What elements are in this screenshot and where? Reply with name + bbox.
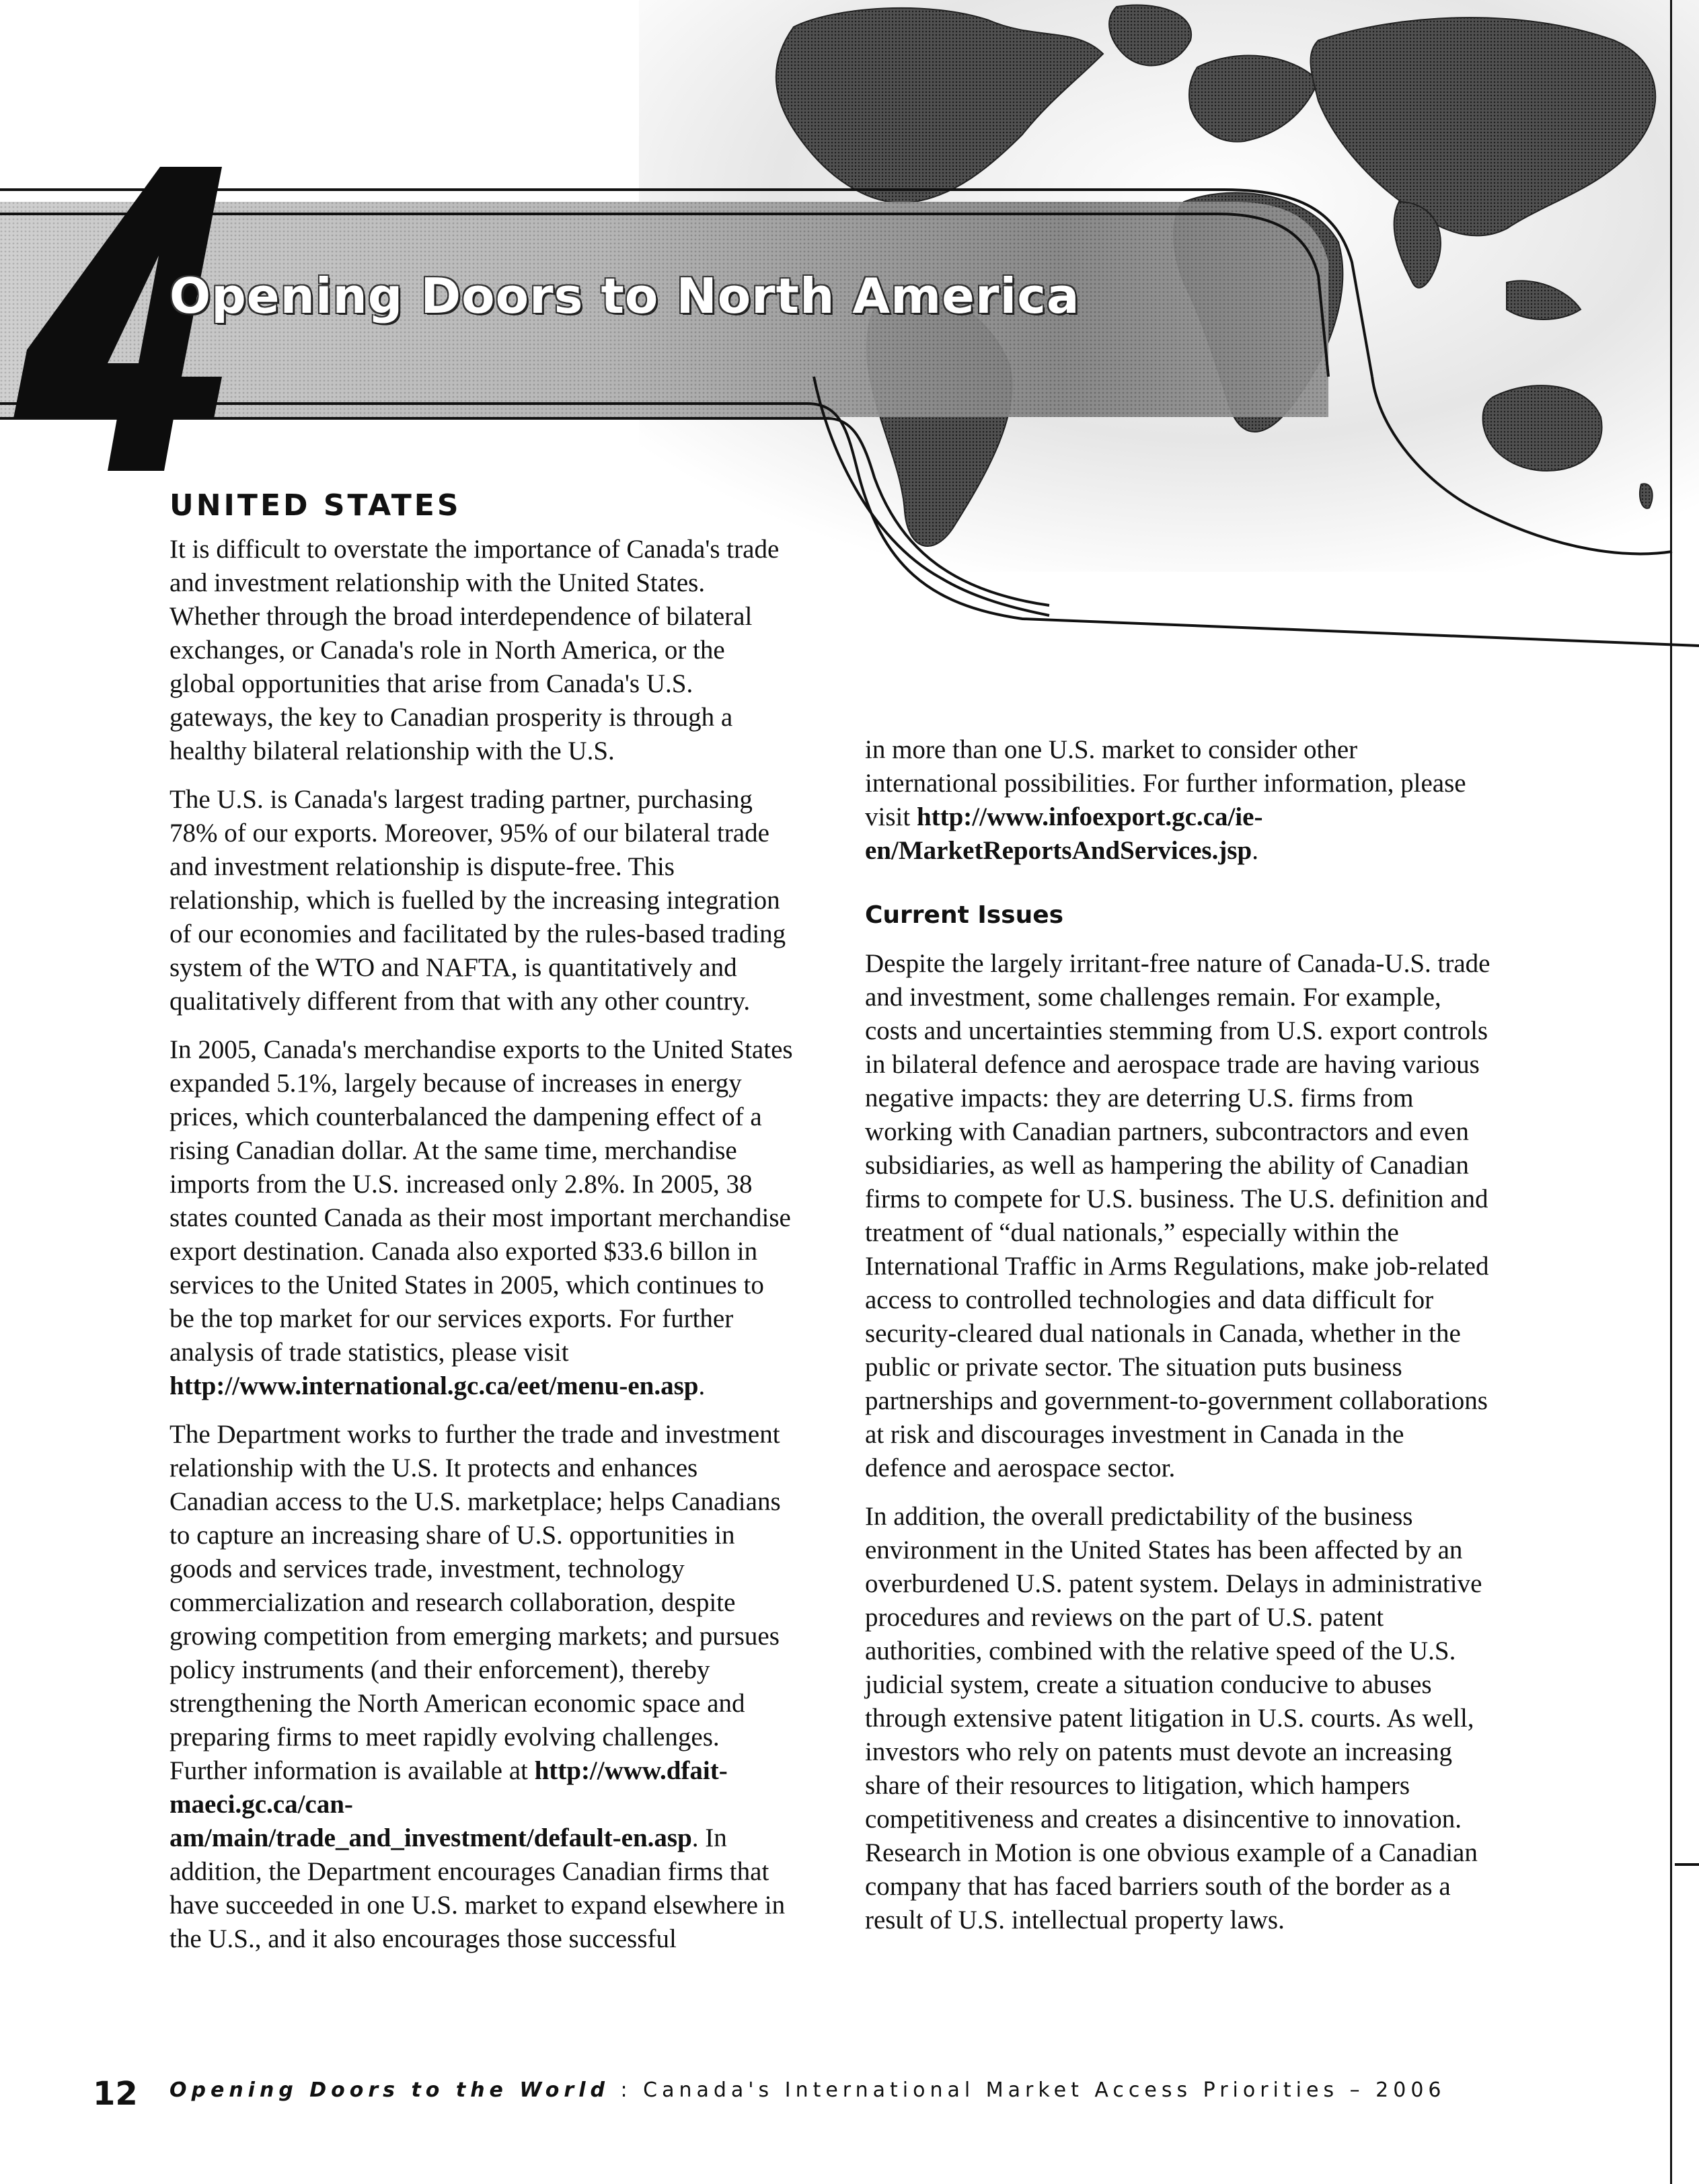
- web-link[interactable]: http://www.infoexport.gc.ca/ie-en/MarketReportsAndServices.jsp: [865, 802, 1263, 865]
- page-edge-rule: [1670, 0, 1672, 2184]
- body-paragraph: [169, 533, 795, 768]
- left-paragraphs: [169, 533, 795, 1956]
- body-paragraph: [865, 733, 1490, 868]
- right-paragraphs: [865, 733, 1490, 868]
- paragraph-text: The U.S. is Canada's largest trading partner, purchasing 78% of our exports. Moreover, 95% of our bilateral trade and investment relationship is dispute-free. This relationship, which is fuelled by the increasing integration of our economies and facilitated by the rules-based trading system of the WTO and NAFTA, is quantitatively and qualitatively different from that with any other country.: [169, 785, 786, 1016]
- paragraph-text: In 2005, Canada's merchandise exports to the United States expanded 5.1%, largely because of increases in energy prices, which counterbalanced the dampening effect of a rising Canadian dollar. At the same time, merchandise imports from the U.S. increased only 2.8%. In 2005, 38 states counted Canada as their most important merchandise export destination. Canada also exported $33.6 billon in services to the United States in 2005, which continues to be the top market for our services exports. For further analysis of trade statistics, please visit: [169, 1035, 793, 1367]
- paragraph-text: .: [1252, 836, 1258, 865]
- footer-publication: Opening Doors to the World: [169, 2078, 609, 2102]
- paragraph-text: .: [698, 1371, 706, 1400]
- left-column: [169, 484, 795, 1971]
- paragraph-text: It is difficult to overstate the importance of Canada's trade and investment relationship with the United States. Whether through the broad interdependence of bilateral exchanges, or Canada's role in North America, or the global opportunities that arise from Canada's U.S. gateways, the key to Canadian prosperity is through a healthy bilateral relationship with the U.S.: [169, 535, 780, 765]
- paragraph-text: In addition, the overall predictability of the business environment in the United States has been affected by an overburdened U.S. patent system. Delays in administrative procedures and reviews on the part of U.S. patent authorities, combined with the relative speed of the U.S. judicial system, create a situation conducive to abuses through extensive patent litigation in U.S. courts. As well, investors who rely on patents must devote an increasing share of their resources to litigation, which hampers competitiveness and creates a disincentive to innovation. Research in Motion is one obvious example of a Canadian company that has faced barriers south of the border as a result of U.S. intellectual property laws.: [865, 1502, 1482, 1934]
- right-column: [865, 733, 1490, 1952]
- subsection-paragraphs: [865, 947, 1490, 1937]
- margin-tick-mark: [1675, 1863, 1699, 1866]
- paragraph-text: Despite the largely irritant-free nature of Canada-U.S. trade and investment, some challenges remain. For example, costs and uncertainties stemming from U.S. export controls in bilateral defence and aerospace trade are having various negative impacts: they are deterring U.S. firms from working with Canadian partners, subcontractors and even subsidiaries, as well as hampering the ability of Canadian firms to compete for U.S. business. The U.S. definition and treatment of “dual nationals,” especially within the International Traffic in Arms Regulations, make job-related access to controlled technologies and data difficult for security-cleared dual nationals in Canada, whether in the public or private sector. The situation puts business partnerships and government-to-government collaborations at risk and discourages investment in Canada in the defence and aerospace sector.: [865, 949, 1490, 1482]
- paragraph-text: The Department works to further the trade and investment relationship with the U.S. It protects and enhances Canadian access to the U.S. marketplace; helps Canadians to capture an increasing share of U.S. opportunities in goods and services trade, investment, technology commercialization and research collaboration, despite growing competition from emerging markets; and pursues policy instruments (and their enforcement), thereby strengthening the North American economic space and preparing firms to meet rapidly evolving challenges. Further information is available at: [169, 1420, 781, 1785]
- paragraph-text: in more than one U.S. market to consider other international possibilities. For further information, please visit: [865, 735, 1466, 831]
- section-heading: UNITED STATES: [169, 488, 461, 523]
- body-paragraph: [169, 783, 795, 1018]
- body-paragraph: [865, 947, 1490, 1485]
- body-paragraph: [865, 1500, 1490, 1937]
- running-footer: [169, 2078, 1446, 2102]
- footer-subtitle: Canada's International Market Access Priorities: [643, 2078, 1339, 2102]
- paragraph-text: . In addition, the Department encourages Canadian firms that have succeeded in one U.S. market to expand elsewhere in the U.S., and it also encourages those successful: [169, 1823, 786, 1953]
- footer-separator: :: [609, 2078, 644, 2102]
- body-paragraph: [169, 1418, 795, 1956]
- web-link[interactable]: http://www.international.gc.ca/eet/menu-en.asp: [169, 1371, 699, 1400]
- footer-dash: –: [1338, 2078, 1376, 2102]
- subsection-heading: Current Issues: [865, 901, 1064, 929]
- footer-year: 2006: [1375, 2078, 1446, 2102]
- web-link[interactable]: http://www.dfait-maeci.gc.ca/can-am/main/trade_and_investment/default-en.asp: [169, 1756, 728, 1852]
- body-paragraph: [169, 1033, 795, 1403]
- chapter-title: Opening Doors to North America: [169, 268, 1080, 324]
- page-number: 12: [93, 2075, 138, 2113]
